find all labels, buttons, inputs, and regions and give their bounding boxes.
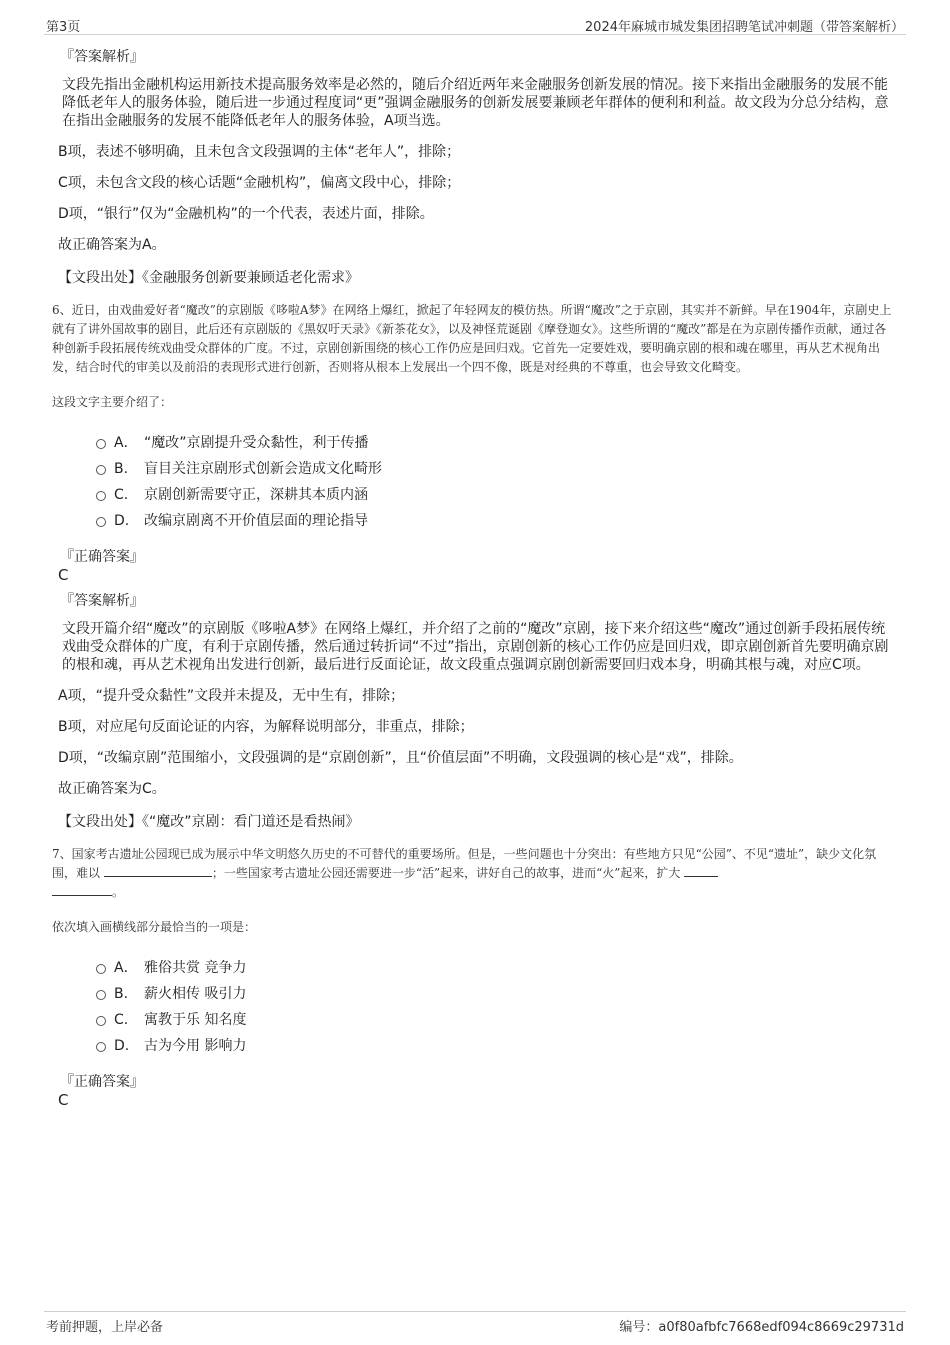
q5-conclusion: 故正确答案为A。 [58,237,166,253]
radio-icon[interactable] [96,517,106,527]
page-footer [44,1311,906,1336]
q7-option-d[interactable]: D. 古为今用 影响力 [96,1035,896,1061]
q7-answer: C [58,1091,69,1109]
radio-icon[interactable] [96,1016,106,1026]
footer-motto: 考前押题，上岸必备 [46,1320,164,1335]
q6-answer-label: 『正确答案』 [60,549,144,565]
radio-icon[interactable] [96,964,106,974]
q5-source: 【文段出处】《金融服务创新要兼顾适老化需求》 [58,270,359,286]
q6-analysis-label: 『答案解析』 [60,593,144,609]
q6-answer: C [58,566,69,584]
fill-blank-2-cont [52,895,112,896]
q6-question: 6、近日，由戏曲爱好者“魔改”的京剧版《哆啦A梦》在网络上爆红，掀起了年轻网友的模仿热。所谓“魔改”之于京剧，其实并不新鲜。早在1904年，京剧史上就有了讲外国故事的剧目，此后还有京剧版的《黑奴吁天录》《新茶花女》，以及神怪荒诞剧《摩登迦女》。这些所谓的“魔改”都是在为京剧传播作贡献，通过各种创新手段拓展传统戏曲受众群体的广度。不过，京剧创新围绕的核心工作仍应是回归戏。它首先一定要姓戏，要明确京剧的根和魂在哪里，再从艺术视角出发，结合时代的审美以及前沿的表现形式进行创新，否则将从根本上发展出一个四不像，既是对经典的不尊重，也会导致文化畸变。 [52,303,892,374]
q6-option-a[interactable]: A． “魔改”京剧提升受众黏性，利于传播 [96,432,896,458]
q7-question: 7、国家考古遗址公园现已成为展示中华文明悠久历史的不可替代的重要场所。但是，一些问题也十分突出：有些地方只见“公园”、不见“遗址”，缺少文化氛围，难以 ；一些国家考古遗址公园还需要进一步“活”起来，讲好自己的故事，进而“火”起来，扩大 。 [52,847,877,899]
radio-icon[interactable] [96,1042,106,1052]
q7-options [56,957,896,1061]
radio-icon[interactable] [96,491,106,501]
page-header [44,14,906,35]
page-number: 第3页 [46,20,81,35]
fill-blank-2 [684,876,718,877]
q7-prompt: 依次填入画横线部分最恰当的一项是： [52,920,257,934]
q6-option-c[interactable]: C. 京剧创新需要守正，深耕其本质内涵 [96,484,896,510]
q5-analysis-text: 文段先指出金融机构运用新技术提高服务效率是必然的，随后介绍近两年来金融服务创新发展的情况。接下来指出金融服务的发展不能降低老年人的服务体验，随后进一步通过程度词“更”强调金融服务的创新发展要兼顾老年群体的便利和利益。故文段为分总分结构，意在指出金融服务的发展不能降低老年人的服务体验，A项当选。 [62,77,889,129]
document-title: 2024年麻城市城发集团招聘笔试冲刺题（带答案解析） [584,20,904,35]
fill-blank-1 [104,876,212,877]
radio-icon[interactable] [96,990,106,1000]
q6-options [56,432,896,536]
q6-option-b[interactable]: B. 盲目关注京剧形式创新会造成文化畸形 [96,458,896,484]
q6-option-d[interactable]: D. 改编京剧离不开价值层面的理论指导 [96,510,896,536]
q7-option-c[interactable]: C. 寓教于乐 知名度 [96,1009,896,1035]
q6-option-d-analysis: D项，“改编京剧”范围缩小，文段强调的是“京剧创新”，且“价值层面”不明确，文段强调的核心是“戏”，排除。 [58,750,743,766]
q5-option-d-analysis: D项，“银行”仅为“金融机构”的一个代表，表述片面，排除。 [58,206,434,222]
q7-option-b[interactable]: B. 薪火相传 吸引力 [96,983,896,1009]
document-code: 编号：a0f80afbfc7668edf094c8669c29731d [619,1320,904,1335]
q5-option-c-analysis: C项，未包含文段的核心话题“金融机构”，偏离文段中心，排除； [58,175,461,191]
q7-answer-label: 『正确答案』 [60,1074,144,1090]
q7-option-a[interactable]: A． 雅俗共赏 竞争力 [96,957,896,983]
q6-source: 【文段出处】《“魔改”京剧：看门道还是看热闹》 [58,814,360,830]
q6-conclusion: 故正确答案为C。 [58,781,166,797]
radio-icon[interactable] [96,439,106,449]
radio-icon[interactable] [96,465,106,475]
q6-prompt: 这段文字主要介绍了： [52,395,173,409]
q5-analysis-label: 『答案解析』 [60,49,144,65]
page-content [52,40,896,1115]
q6-option-b-analysis: B项，对应尾句反面论证的内容，为解释说明部分，非重点，排除； [58,719,474,735]
q6-option-a-analysis: A项，“提升受众黏性”文段并未提及，无中生有，排除； [58,688,405,704]
q5-option-b-analysis: B项，表述不够明确，且未包含文段强调的主体“老年人”，排除； [58,144,461,160]
q6-analysis-text: 文段开篇介绍“魔改”的京剧版《哆啦A梦》在网络上爆红，并介绍了之前的“魔改”京剧，接下来介绍这些“魔改”通过创新手段拓展传统戏曲受众群体的广度，有利于京剧传播，然后通过转折词“不过”指出，京剧创新的核心工作仍应是回归戏，即京剧创新首先要明确京剧的根和魂，再从艺术视角出发进行创新，最后进行反面论证，故文段重点强调京剧创新需要回归戏本身，明确其根与魂，对应C项。 [62,621,889,673]
